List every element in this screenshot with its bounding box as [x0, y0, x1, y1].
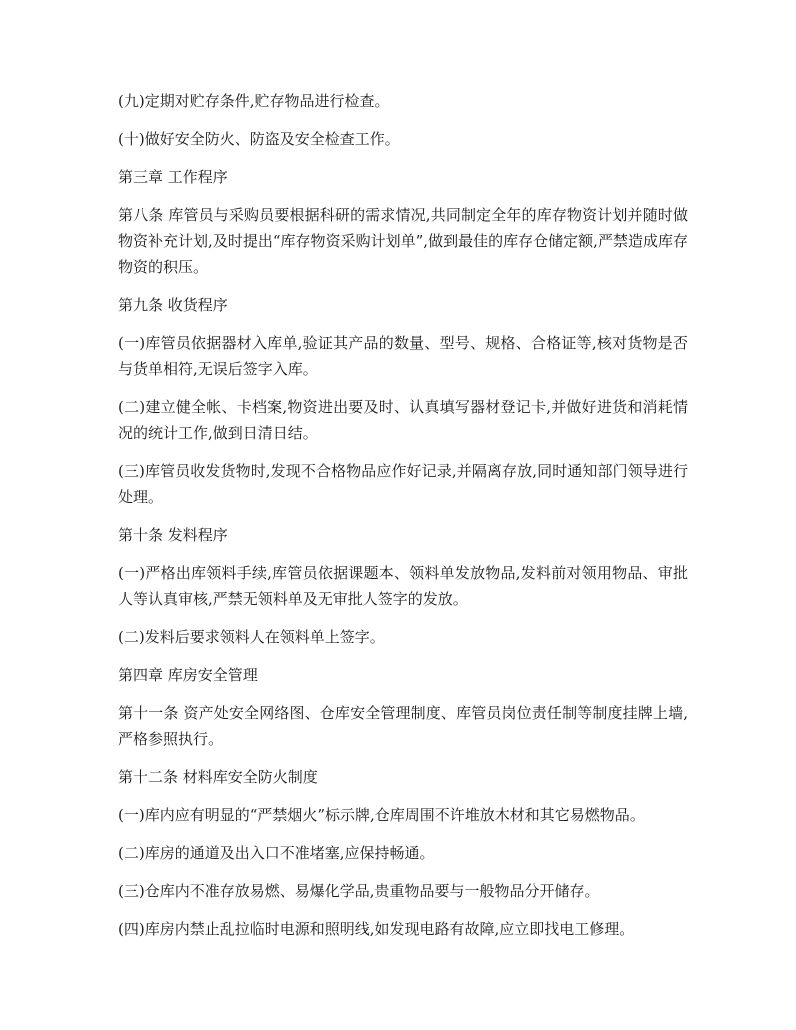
article-12-heading: 第十二条 材料库安全防火制度: [118, 768, 318, 786]
article-10-item-1: (一)严格出库领料手续,库管员依据课题本、领料单发放物品,发料前对领用物品、审批人等认真审核,严禁无领料单及无审批人签字的发放。: [118, 564, 688, 608]
article-12-item-2: (二)库房的通道及出入口不准堵塞,应保持畅通。: [118, 844, 435, 862]
chapter-3-heading: 第三章 工作程序: [118, 168, 228, 186]
article-9-item-1: (一)库管员依据器材入库单,验证其产品的数量、型号、规格、合格证等,核对货物是否与货单相符,无误后签字入库。: [118, 334, 688, 378]
article-12-item-4: (四)库房内禁止乱拉临时电源和照明线,如发现电路有故障,应立即找电工修理。: [118, 920, 635, 938]
article-12-item-1: (一)库内应有明显的“严禁烟火”标示牌,仓库周围不许堆放木材和其它易燃物品。: [118, 806, 645, 824]
paragraph-item-10: (十)做好安全防火、防盗及安全检查工作。: [118, 130, 400, 148]
article-10-heading: 第十条 发料程序: [118, 526, 228, 544]
article-9-item-2: (二)建立健全帐、卡档案,物资进出要及时、认真填写器材登记卡,并做好进货和消耗情况的统计工作,做到日清日结。: [118, 398, 688, 442]
article-9-heading: 第九条 收货程序: [118, 296, 228, 314]
article-10-item-2: (二)发料后要求领料人在领料单上签字。: [118, 628, 385, 646]
article-8-paragraph: 第八条 库管员与采购员要根据科研的需求情况,共同制定全年的库存物资计划并随时做物资补充计划,及时提出“库存物资采购计划单”,做到最佳的库存仓储定额,严禁造成库存物资的积压。: [118, 206, 688, 276]
article-9-item-3: (三)库管员收发货物时,发现不合格物品应作好记录,并隔离存放,同时通知部门领导进行处理。: [118, 462, 688, 506]
article-12-item-3: (三)仓库内不准存放易燃、易爆化学品,贵重物品要与一般物品分开储存。: [118, 882, 600, 900]
chapter-4-heading: 第四章 库房安全管理: [118, 666, 258, 684]
article-11-paragraph: 第十一条 资产处安全网络图、仓库安全管理制度、库管员岗位责任制等制度挂牌上墙,严格参照执行。: [118, 704, 688, 748]
paragraph-item-9: (九)定期对贮存条件,贮存物品进行检查。: [118, 92, 390, 110]
document-body: [118, 88, 688, 954]
